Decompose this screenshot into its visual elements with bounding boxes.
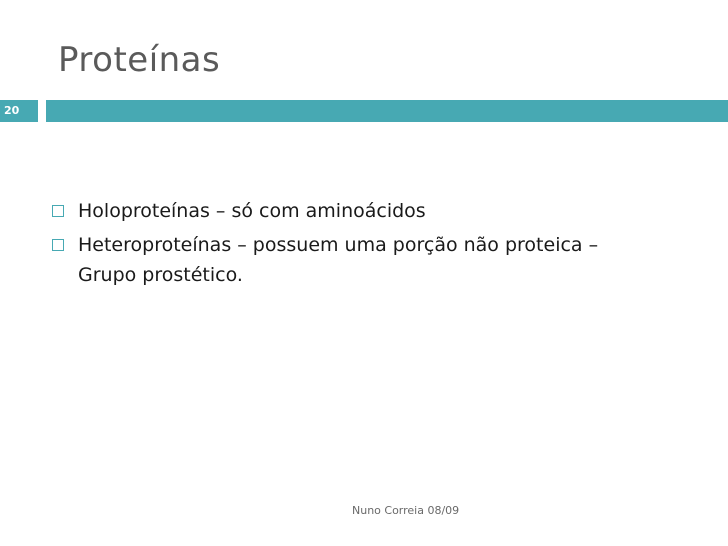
bullet-text: Holoproteínas – só com aminoácidos xyxy=(78,200,426,222)
slide-number: 20 xyxy=(4,104,20,117)
title-accent-bar xyxy=(46,100,728,122)
square-bullet-icon xyxy=(52,205,64,217)
bullet-list xyxy=(46,196,646,294)
slide-title: Proteínas xyxy=(58,40,221,80)
slide-footer: Nuno Correia 08/09 xyxy=(352,504,460,517)
bullet-text: Heteroproteínas – possuem uma porção não proteica – Grupo prostético. xyxy=(78,234,599,286)
square-bullet-icon xyxy=(52,239,64,251)
bullet-item xyxy=(46,230,646,290)
bullet-item xyxy=(46,196,646,226)
slide-number-bar xyxy=(0,100,38,122)
